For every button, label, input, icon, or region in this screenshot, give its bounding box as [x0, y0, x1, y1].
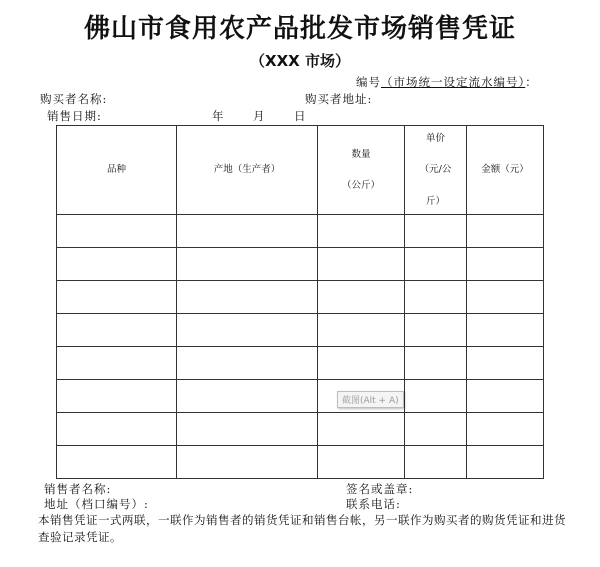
table-row	[57, 413, 544, 446]
serial-number-line	[356, 74, 538, 90]
table-cell[interactable]	[177, 215, 318, 248]
table-cell[interactable]	[467, 380, 544, 413]
table-cell[interactable]	[318, 281, 405, 314]
table-cell[interactable]	[405, 413, 467, 446]
seller-name-label: 销售者名称:	[44, 482, 112, 496]
table-cell[interactable]	[405, 347, 467, 380]
header-variety: 品种	[57, 126, 177, 215]
table-cell[interactable]	[405, 314, 467, 347]
table-cell[interactable]	[177, 380, 318, 413]
table-cell[interactable]	[177, 446, 318, 479]
serial-colon: ：	[525, 75, 538, 89]
table-row	[57, 314, 544, 347]
table-cell[interactable]	[318, 347, 405, 380]
table-row	[57, 248, 544, 281]
table-cell[interactable]	[467, 248, 544, 281]
table-cell[interactable]	[405, 446, 467, 479]
screenshot-tooltip: 截图(Alt + A)	[337, 391, 404, 408]
table-cell[interactable]	[318, 314, 405, 347]
header-amount: 金额（元）	[467, 126, 544, 215]
table-cell[interactable]	[405, 380, 467, 413]
table-cell[interactable]	[467, 347, 544, 380]
table-row	[57, 446, 544, 479]
table-cell[interactable]	[57, 248, 177, 281]
table-cell[interactable]	[177, 314, 318, 347]
table-header-row	[57, 126, 544, 215]
table-cell[interactable]	[467, 281, 544, 314]
buyer-address-label: 购买者地址:	[305, 92, 373, 106]
phone-label: 联系电话:	[346, 497, 401, 511]
serial-value: （市场统一设定流水编号）	[381, 75, 526, 89]
sale-date-year: 年	[212, 109, 225, 123]
table-cell[interactable]	[405, 281, 467, 314]
table-cell[interactable]	[405, 215, 467, 248]
table-cell[interactable]	[318, 215, 405, 248]
header-price-line1: 单价	[425, 133, 445, 145]
seller-address-label: 地址（档口编号）:	[44, 497, 149, 511]
header-quantity-line1: 数量	[351, 148, 371, 160]
table-cell[interactable]	[177, 413, 318, 446]
table-cell[interactable]	[177, 248, 318, 281]
table-cell[interactable]	[57, 347, 177, 380]
table-cell[interactable]	[405, 248, 467, 281]
table-row	[57, 281, 544, 314]
table-cell[interactable]	[57, 215, 177, 248]
header-quantity	[318, 126, 405, 215]
table-cell[interactable]	[467, 215, 544, 248]
header-quantity-line2: （公斤）	[341, 180, 380, 191]
table-cell[interactable]	[57, 380, 177, 413]
table-cell[interactable]	[57, 446, 177, 479]
table-row	[57, 380, 544, 413]
table-cell[interactable]	[57, 413, 177, 446]
table-cell[interactable]	[467, 314, 544, 347]
buyer-name-label: 购买者名称:	[40, 92, 108, 106]
table-cell[interactable]	[318, 248, 405, 281]
market-subtitle: （XXX 市场）	[250, 52, 350, 70]
sale-date-month: 月	[253, 109, 266, 123]
table-cell[interactable]	[318, 413, 405, 446]
serial-label: 编号	[356, 75, 381, 89]
table-cell[interactable]	[467, 446, 544, 479]
signature-label: 签名或盖章:	[346, 482, 414, 496]
footer-note: 本销售凭证一式两联，一联作为销售者的销货凭证和销售台帐，另一联作为购买者的购货凭证和进货查验记录凭证。	[38, 513, 566, 544]
table-cell[interactable]	[318, 446, 405, 479]
header-price-line2: （元/公	[419, 164, 452, 176]
table-cell[interactable]	[57, 314, 177, 347]
header-price-line3: 斤）	[425, 195, 445, 207]
sales-table	[56, 125, 544, 479]
table-cell[interactable]	[467, 413, 544, 446]
document-title: 佛山市食用农产品批发市场销售凭证	[83, 14, 516, 44]
table-cell[interactable]	[57, 281, 177, 314]
table-row	[57, 215, 544, 248]
header-unit-price	[405, 126, 467, 215]
sale-date-day: 日	[294, 109, 307, 123]
table-row	[57, 347, 544, 380]
sale-date-label: 销售日期:	[47, 109, 102, 123]
table-cell[interactable]	[177, 347, 318, 380]
table-cell[interactable]	[177, 281, 318, 314]
header-origin: 产地（生产者）	[177, 126, 318, 215]
